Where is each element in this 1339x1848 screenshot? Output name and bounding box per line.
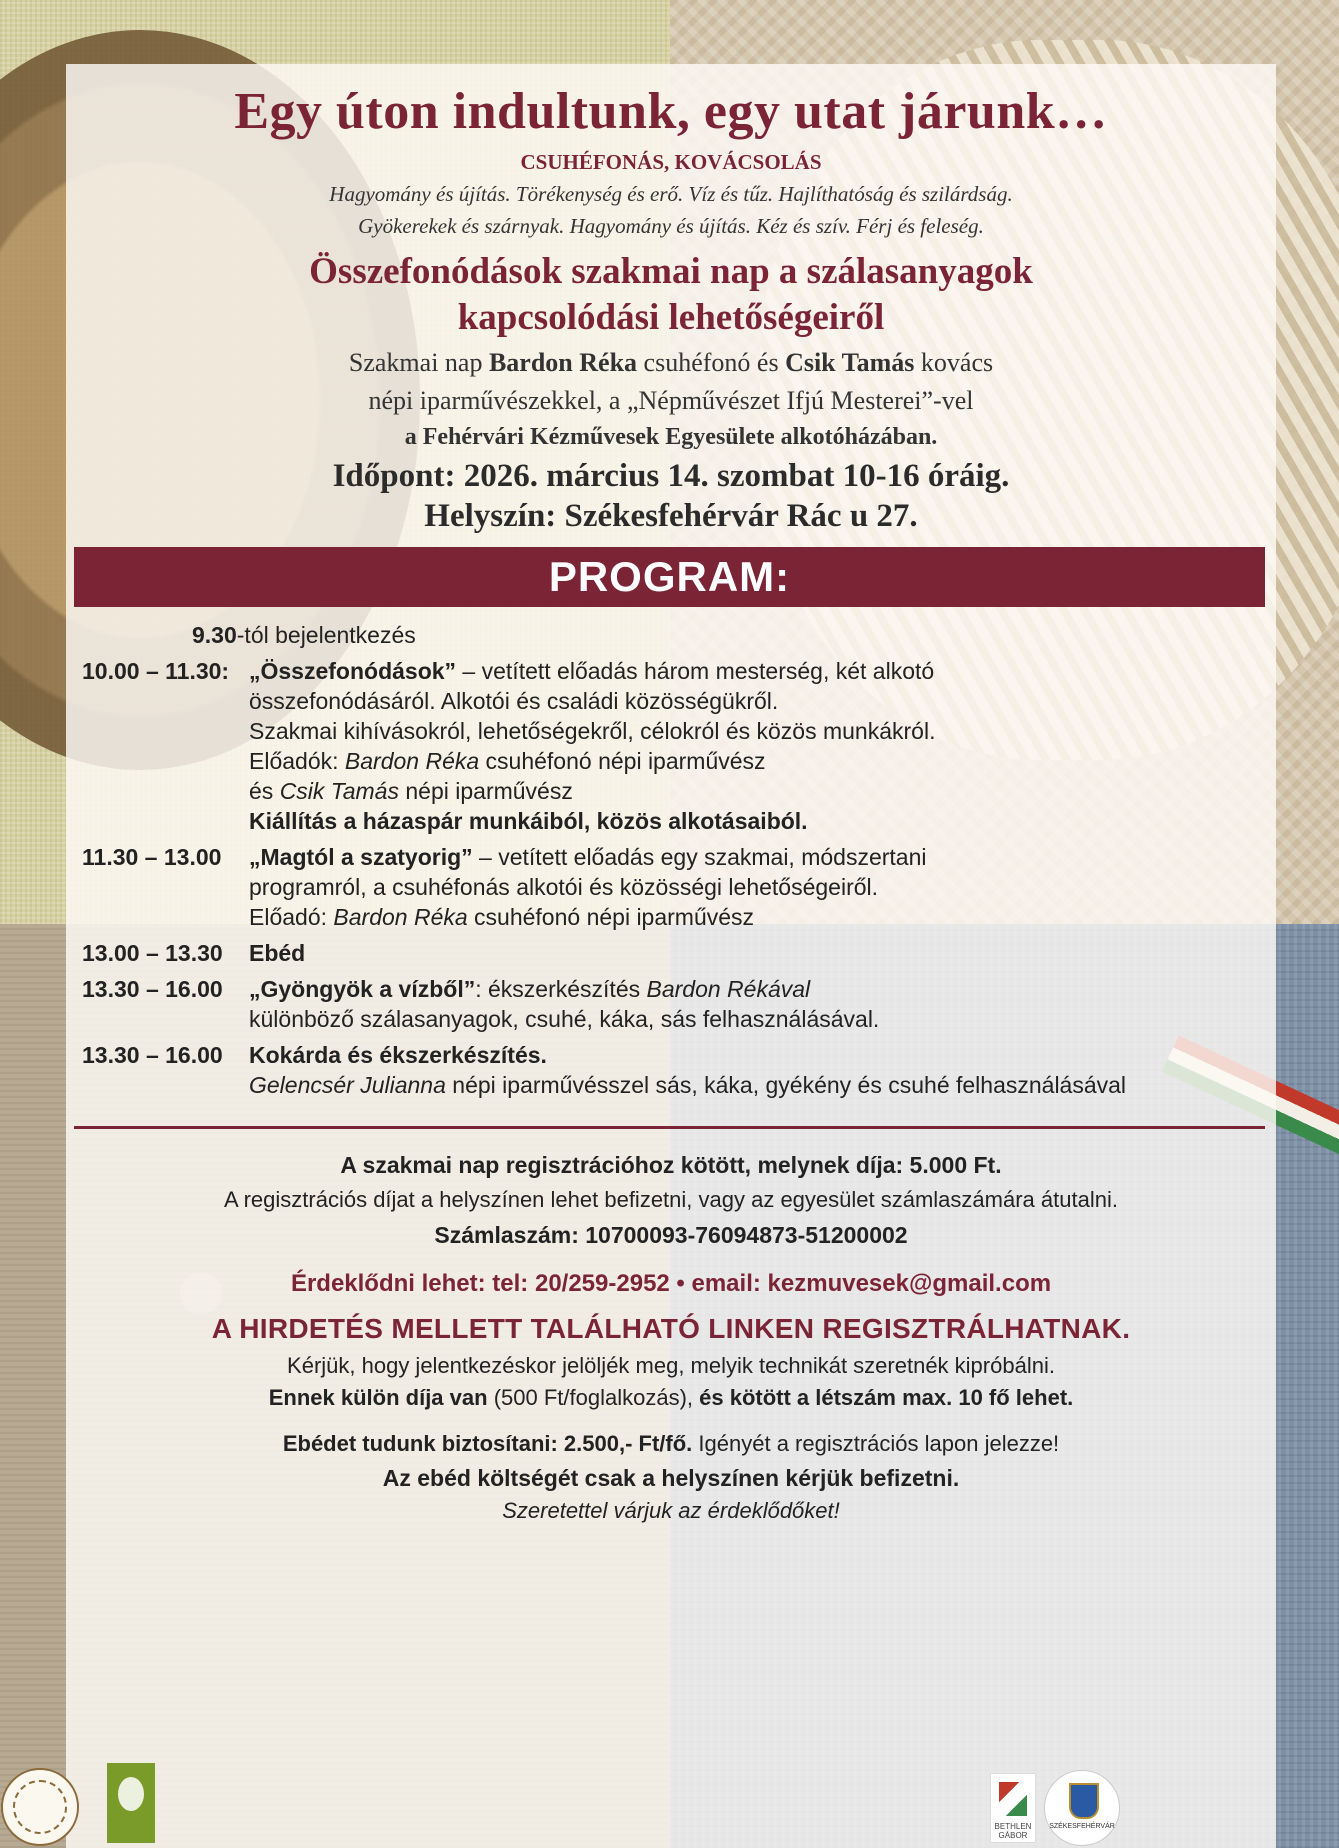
presenter-name: Gelencsér Julianna — [249, 1072, 446, 1098]
program-text — [249, 938, 1282, 968]
session-title: „Magtól a szatyorig” — [249, 844, 473, 870]
contact-info: Érdeklődni lehet: tel: 20/259-2952 • email: kezmuvesek@gmail.com — [290, 1270, 1052, 1297]
tagline-line-2: Gyökerekek és szárnyak. Hagyomány és újítás. Kéz és szív. Férj és feleség. — [358, 214, 984, 238]
lunch-instruction: Igényét a regisztrációs lapon jelezze! — [692, 1431, 1060, 1456]
program-item-5 — [82, 1040, 1282, 1100]
program-text — [249, 1040, 1282, 1100]
program-line: összefonódásáról. Alkotói és családi közösségükről. — [249, 688, 779, 714]
szekesfehervar-label: SZÉKESFEHÉRVÁR — [1049, 1823, 1115, 1830]
event-heading-line-1: Összefonódások szakmai nap a szálasanyagok — [309, 251, 1033, 292]
program-line: különböző szálasanyagok, csuhé, káka, sás felhasználásával. — [249, 1006, 880, 1032]
intro-text: Szakmai nap — [348, 348, 489, 377]
session-title: Kokárda és ékszerkészítés. — [249, 1042, 547, 1068]
session-title: Ebéd — [249, 940, 306, 966]
program-line: Szakmai kihívásokról, lehetőségekről, célokról és közös munkákról. — [249, 718, 936, 744]
program-item-4 — [82, 974, 1282, 1034]
lunch-note — [66, 1431, 1276, 1457]
program-time: 13.30 – 16.00 — [82, 1042, 223, 1068]
program-text — [192, 620, 416, 650]
bethlen-gabor-label: BETHLEN GÁBOR — [994, 1822, 1032, 1840]
program-line — [249, 746, 1282, 776]
program-time: 10.00 – 11.30: — [82, 658, 230, 684]
poster-title: Egy úton indultunk, egy utat járunk… — [234, 83, 1108, 140]
intro-text: csuhéfonó és — [637, 348, 786, 377]
exhibition-note: Kiállítás a házaspár munkáiból, közös alkotásaiból. — [249, 808, 808, 834]
line-part: és — [249, 778, 280, 804]
extra-fee-bold: Ennek külön díja van — [268, 1385, 488, 1410]
intro-line-2: népi iparművészekkel, a „Népművészet Ifjú Mesterei”-vel — [368, 386, 974, 415]
session-desc: – vetített előadás három mesterség, két alkotó — [456, 658, 935, 684]
program-list — [82, 620, 1282, 1100]
intro-text: kovács — [914, 348, 994, 377]
poster-subtitle: CSUHÉFONÁS, KOVÁCSOLÁS — [520, 150, 822, 174]
program-line — [249, 656, 1282, 686]
extra-fee-price: (500 Ft/foglalkozás), — [487, 1385, 700, 1410]
program-text — [249, 656, 1282, 836]
account-number: Számlaszám: 10700093-76094873-51200002 — [434, 1222, 908, 1248]
folk-art-logo — [107, 1763, 155, 1843]
presenter-name: Bardon Réka — [333, 904, 468, 930]
program-line — [249, 974, 1282, 1004]
line-part: Előadók: — [249, 748, 345, 774]
presenter-name: Csik Tamás — [785, 348, 915, 377]
registration-notice: A HIRDETÉS MELLETT TALÁLHATÓ LINKEN REGISZTRÁLHATNAK. — [211, 1313, 1131, 1344]
extra-fee-limit: és kötött a létszám max. 10 fő lehet. — [699, 1385, 1074, 1410]
program-banner: PROGRAM: — [74, 547, 1265, 607]
program-line — [249, 806, 1282, 836]
session-desc: – vetített előadás egy szakmai, módszertani — [472, 844, 927, 870]
line-part: népi iparművész — [398, 778, 573, 804]
line-part: csuhéfonó népi iparművész — [467, 904, 755, 930]
extra-fee-note — [66, 1385, 1276, 1411]
event-place: Helyszín: Székesfehérvár Rác u 27. — [424, 498, 918, 534]
presenter-name: Csik Tamás — [279, 778, 399, 804]
program-item-2 — [82, 842, 1282, 932]
session-title: „Gyöngyök a vízből” — [249, 976, 476, 1002]
program-line: programról, a csuhéfonás alkotói és közösségi lehetőségeiről. — [249, 874, 879, 900]
program-item-1 — [82, 656, 1282, 836]
association-logo — [1, 1768, 79, 1846]
registration-time: 9.30 — [192, 622, 237, 648]
lunch-price: Ebédet tudunk biztosítani: 2.500,- Ft/fő. — [282, 1431, 693, 1456]
program-line — [249, 776, 1282, 806]
closing-text: Szeretettel várjuk az érdeklődőket! — [502, 1498, 840, 1523]
presenter-name: Bardon Rékával — [646, 976, 811, 1002]
session-title: „Összefonódások” — [249, 658, 457, 684]
presenter-name: Bardon Réka — [344, 748, 480, 774]
program-time: 13.00 – 13.30 — [82, 940, 223, 966]
payment-text: A regisztrációs díjat a helyszínen lehet befizetni, vagy az egyesület számlaszámára átutalni. — [224, 1187, 1118, 1212]
section-divider — [74, 1126, 1265, 1129]
program-line — [249, 902, 1282, 932]
fee-text: A szakmai nap regisztrációhoz kötött, melynek díja: 5.000 Ft. — [340, 1152, 1002, 1178]
technique-note: Kérjük, hogy jelentkezéskor jelöljék meg, melyik technikát szeretnék kipróbálni. — [287, 1353, 1055, 1378]
program-text — [249, 974, 1282, 1034]
venue-host: a Fehérvári Kézművesek Egyesülete alkotóházában. — [404, 424, 938, 450]
program-item-registration — [82, 620, 1282, 650]
line-part: népi iparművésszel sás, káka, gyékény és csuhé felhasználásával — [445, 1072, 1127, 1098]
tagline-line-1: Hagyomány és újítás. Törékenység és erő. Víz és tűz. Hajlíthatóság és szilárdság. — [329, 182, 1013, 206]
program-time: 11.30 – 13.00 — [82, 844, 222, 870]
program-time: 13.30 – 16.00 — [82, 976, 223, 1002]
program-item-3 — [82, 938, 1282, 968]
program-line — [249, 1070, 1282, 1100]
line-part: Előadó: — [249, 904, 334, 930]
bethlen-gabor-fund-logo — [990, 1773, 1036, 1843]
program-line — [249, 1040, 1282, 1070]
event-time: Időpont: 2026. március 14. szombat 10-16 óráig. — [332, 458, 1010, 494]
intro-line-1 — [66, 348, 1276, 378]
line-part: csuhéfonó népi iparművész — [479, 748, 766, 774]
szekesfehervar-crest-logo — [1044, 1770, 1120, 1846]
event-heading-line-2: kapcsolódási lehetőségeiről — [457, 297, 885, 338]
lunch-payment-note: Az ebéd költségét csak a helyszínen kérjük befizetni. — [382, 1465, 960, 1491]
program-line — [249, 842, 1282, 872]
program-text — [249, 842, 1282, 932]
session-desc: : ékszerkészítés — [475, 976, 647, 1002]
registration-text: -tól bejelentkezés — [236, 622, 416, 648]
presenter-name: Bardon Réka — [488, 348, 638, 377]
